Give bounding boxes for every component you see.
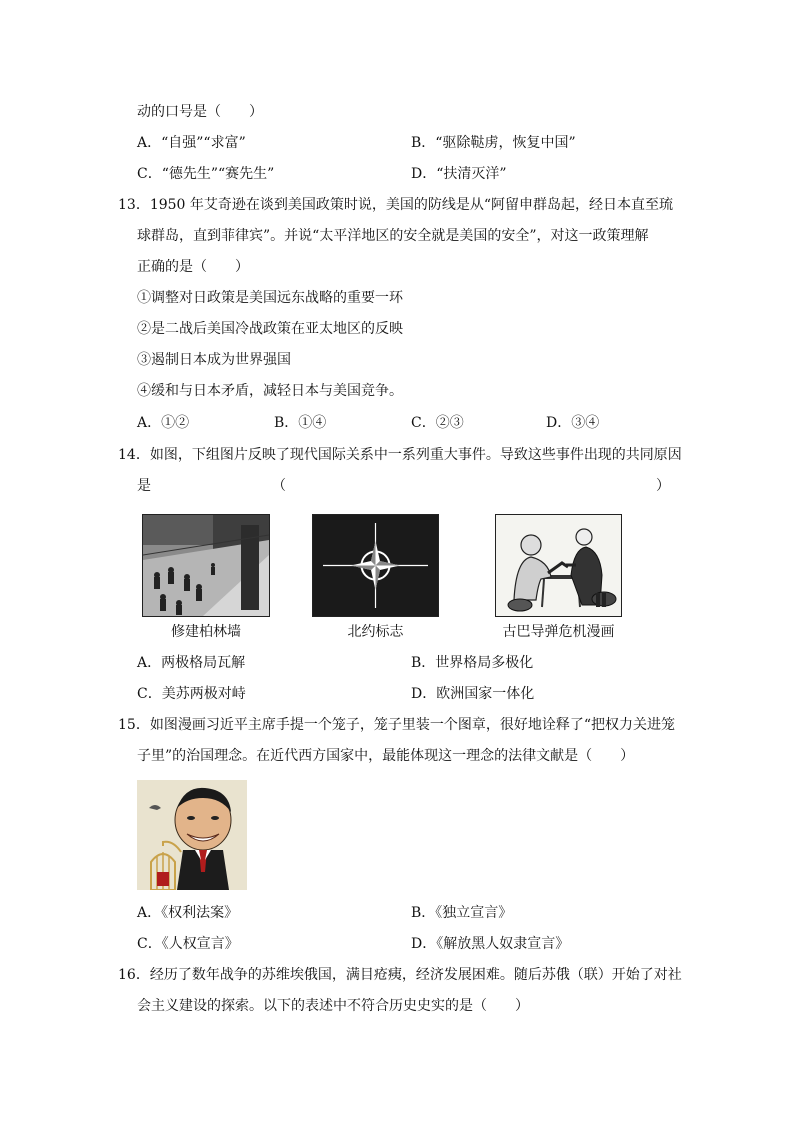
q13-option-c[interactable]: C．②③ [411,415,464,431]
q12-option-b[interactable]: B．“驱除鞑虏，恢复中国” [411,135,576,151]
q15-stem-line1: 15．如图漫画习近平主席手提一个笼子，笼子里装一个图章，很好地诠释了“把权力关进笼 [118,717,675,733]
q14-option-c[interactable]: C．美苏两极对峙 [137,686,246,702]
cuban-crisis-cartoon [495,514,622,617]
q13-item-4: ④缓和与日本矛盾，减轻日本与美国竞争。 [137,383,403,399]
q16-stem-line2: 会主义建设的探索。以下的表述中不符合历史史实的是（ ） [137,998,529,1014]
q12-option-d[interactable]: D．“扶清灭洋” [411,166,507,182]
q15-option-b[interactable]: B．《独立宣言》 [411,905,513,921]
q13-item-1: ①调整对日政策是美国远东战略的重要一环 [137,290,403,306]
q14-paren-close: ） [656,478,670,494]
nato-caption: 北约标志 [347,624,404,640]
q13-item-3: ③遏制日本成为世界强国 [137,352,291,368]
q14-stem-line2: 是 [137,478,151,494]
q13-option-a[interactable]: A．①② [137,415,190,431]
berlin-wall-photo [142,514,270,617]
q15-stem-line2: 子里”的治国理念。在近代西方国家中，最能体现这一理念的法律文献是（ ） [137,748,635,764]
q16-stem-line1: 16．经历了数年战争的苏维埃俄国，满目疮痍，经济发展困难。随后苏俄（联）开始了对社 [118,967,682,983]
nato-star-icon [313,515,438,616]
caricature-image [137,780,247,890]
q13-stem-line3: 正确的是（ ） [137,259,249,275]
q13-stem-line1: 13．1950 年艾奇逊在谈到美国政策时说，美国的防线是从“阿留申群岛起，经日本直至琉 [118,197,674,213]
q12-stem-tail: 动的口号是（ ） [137,104,263,120]
q13-stem-line2: 球群岛，直到菲律宾”。并说“太平洋地区的安全就是美国的安全”，对这一政策理解 [137,228,649,244]
q14-option-a[interactable]: A．两极格局瓦解 [137,655,246,671]
q14-option-b[interactable]: B．世界格局多极化 [411,655,534,671]
q12-option-c[interactable]: C．“德先生”“赛先生” [137,166,275,182]
q15-option-d[interactable]: D．《解放黑人奴隶宣言》 [411,936,570,952]
cuban-crisis-caption: 古巴导弹危机漫画 [502,624,615,640]
q15-option-c[interactable]: C．《人权宣言》 [137,936,239,952]
q12-option-a[interactable]: A．“自强”“求富” [137,135,246,151]
q14-option-d[interactable]: D．欧洲国家一体化 [411,686,535,702]
q15-option-a[interactable]: A．《权利法案》 [137,905,239,921]
q14-stem-line1: 14．如图，下组图片反映了现代国际关系中一系列重大事件。导致这些事件出现的共同原因 [118,447,682,463]
q14-paren-open: （ [272,478,286,494]
q13-item-2: ②是二战后美国冷战政策在亚太地区的反映 [137,321,403,337]
q13-option-d[interactable]: D．③④ [546,415,600,431]
q13-option-b[interactable]: B．①④ [274,415,327,431]
berlin-wall-caption: 修建柏林墙 [171,624,241,640]
nato-logo-image [312,514,439,617]
